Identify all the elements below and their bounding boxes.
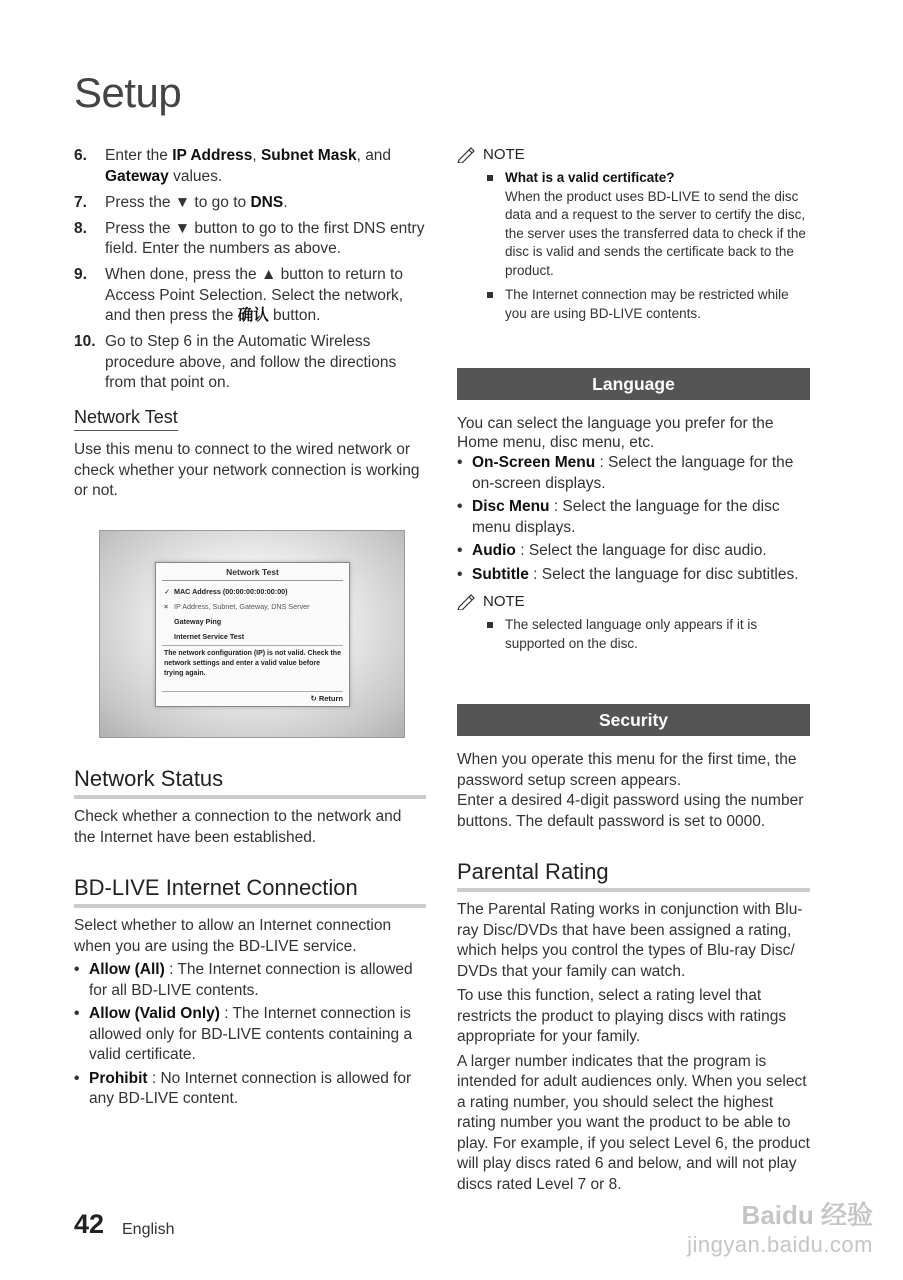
left-column <box>74 146 426 502</box>
dialog-item-label: Internet Service Test <box>174 632 245 641</box>
bdlive-title: BD-LIVE Internet Connection <box>74 875 426 908</box>
step-item <box>74 193 426 214</box>
bullet-icon: • <box>74 961 80 979</box>
dialog-item-label: IP Address, Subnet, Gateway, DNS Server <box>174 602 310 611</box>
bullet-term: Allow (Valid Only) <box>89 1005 220 1023</box>
note-list <box>457 169 810 323</box>
bullet-icon: • <box>74 1069 80 1087</box>
pencil-icon <box>457 147 477 163</box>
parental-title: Parental Rating <box>457 859 810 892</box>
note-label: NOTE <box>483 146 525 163</box>
bullet-item <box>457 565 810 586</box>
language-note-heading <box>457 593 810 610</box>
bullet-icon: • <box>457 498 463 515</box>
step-keyword: Subnet Mask <box>260 147 357 164</box>
bullet-icon: • <box>457 565 463 583</box>
bullet-term: Prohibit <box>89 1069 148 1087</box>
step-number: 7. <box>74 193 87 211</box>
bullet-item <box>457 541 810 562</box>
return-label: Return <box>318 694 343 703</box>
language-bar: Language <box>457 368 810 400</box>
note-text: The selected language only appears if it is supported on the disc. <box>505 617 758 651</box>
note-heading <box>457 146 810 163</box>
note-label: NOTE <box>483 593 525 610</box>
step-item <box>74 332 426 394</box>
step-list <box>74 146 426 394</box>
page-title: Setup <box>74 69 182 116</box>
parental-p3: A larger number indicates that the program is intended for adult audiences only. When you select a rating number, you should select the highest rating number you want the product to be able to play. For example, if you select Level 6, the product will play discs rated 6 and below, and will not play discs rated Level 7 or 8. <box>457 1052 810 1193</box>
network-test-screenshot <box>99 530 405 738</box>
bullet-item <box>74 960 426 1001</box>
network-status-section <box>74 766 426 848</box>
step-text: . <box>283 193 288 211</box>
bullet-desc: : The Internet connection is allowed only for BD-LIVE contents containing a valid certificate. <box>89 1005 413 1064</box>
step-text: button. <box>268 307 321 324</box>
bullet-item <box>74 1004 426 1066</box>
step-keyword: 确认 <box>237 307 269 324</box>
bdlive-section <box>74 875 426 1113</box>
bullet-item <box>457 497 810 538</box>
bullet-term: Subtitle <box>472 565 529 583</box>
parental-section <box>457 859 810 1195</box>
step-text: Press the ▼ to go to <box>105 193 251 211</box>
bullet-desc: : No Internet connection is allowed for any BD-LIVE content. <box>89 1069 412 1108</box>
dialog-item[interactable] <box>164 632 349 641</box>
bullet-desc: : Select the language for the on-screen displays. <box>472 454 794 492</box>
return-icon: ↻ <box>310 694 317 703</box>
watermark-url: jingyan.baidu.com <box>687 1232 873 1257</box>
step-number: 6. <box>74 147 87 164</box>
bdlive-options <box>74 960 426 1110</box>
parental-p2: To use this function, select a rating level that restricts the product to playing discs with ratings appropriate for your family. <box>457 987 787 1046</box>
bullet-desc: : Select the language for disc audio. <box>515 542 767 559</box>
note-question: What is a valid certificate? <box>505 170 675 185</box>
note-item <box>487 169 810 280</box>
cross-icon: × <box>164 602 169 611</box>
step-text: Press the ▼ button to go to the first DNS entry field. Enter the numbers as above. <box>105 219 425 257</box>
step-keyword: Gateway <box>105 167 169 185</box>
bullet-term: On-Screen Menu <box>472 454 596 471</box>
bullet-item <box>74 1069 426 1110</box>
step-text: When done, press the ▲ button to return to Access Point Selection. Select the network, and then press the <box>105 266 404 324</box>
network-test-body: Use this menu to connect to the wired network or check whether your network connection is working or not. <box>74 441 420 500</box>
note-text: The Internet connection may be restricted while you are using BD-LIVE contents. <box>505 287 789 321</box>
step-keyword: IP Address <box>172 147 253 164</box>
watermark-logo: Baidu 经验 <box>741 1200 873 1230</box>
step-number: 9. <box>74 266 87 283</box>
network-status-body: Check whether a connection to the network and the Internet have been established. <box>74 808 402 846</box>
network-test-title: Network Test <box>74 407 178 432</box>
network-test-dialog <box>155 562 350 707</box>
language-options <box>457 453 810 585</box>
security-bar: Security <box>457 704 810 736</box>
bdlive-intro: Select whether to allow an Internet connection when you are using the BD-LIVE service. <box>74 917 392 955</box>
note-item <box>487 616 810 653</box>
step-text: , and <box>356 147 392 164</box>
note-answer: When the product uses BD-LIVE to send the disc data and a request to the server to certify the disc, the server uses the transferred data to check if the disc is valid and sends the certificate back to the product. <box>505 188 806 278</box>
parental-p1: The Parental Rating works in conjunction with Blu-ray Disc/DVDs that have been assigned a rating, which helps you control the types of Blu-ray Disc/ DVDs that your family can watch. <box>457 901 803 980</box>
bullet-icon: • <box>457 542 463 559</box>
bullet-term: Audio <box>472 542 516 559</box>
security-p1: When you operate this menu for the first time, the password setup screen appears. <box>457 751 797 789</box>
step-item <box>74 219 426 260</box>
dialog-title: Network Test <box>226 567 279 577</box>
bullet-desc: : The Internet connection is allowed for all BD-LIVE contents. <box>89 961 413 999</box>
step-keyword: DNS <box>250 193 284 211</box>
return-button[interactable] <box>310 694 343 703</box>
dialog-item-label: Gateway Ping <box>174 617 222 626</box>
step-item <box>74 146 426 187</box>
bullet-term: Allow (All) <box>89 961 165 979</box>
watermark <box>687 1202 873 1256</box>
step-text: Go to Step 6 in the Automatic Wireless procedure above, and follow the directions from that point on. <box>105 333 397 391</box>
bullet-item <box>457 453 810 494</box>
step-number: 10. <box>74 333 96 350</box>
pencil-icon <box>457 594 477 610</box>
step-text: values. <box>168 167 223 185</box>
dialog-message: The network configuration (IP) is not valid. Check the network settings and enter a valid value before trying again. <box>164 650 341 677</box>
dialog-item[interactable] <box>164 587 349 596</box>
security-p2: Enter a desired 4-digit password using the number buttons. The default password is set to 0000. <box>457 792 804 830</box>
bullet-term: Disc Menu <box>472 498 550 515</box>
security-section <box>457 704 810 832</box>
language-intro: You can select the language you prefer for the Home menu, disc menu, etc. <box>457 415 774 451</box>
bullet-icon: • <box>74 1005 80 1023</box>
right-column <box>457 146 810 329</box>
network-test-section <box>74 407 426 502</box>
language-section <box>457 368 810 659</box>
language-note-list <box>457 616 810 653</box>
step-text: , <box>252 147 261 164</box>
bullet-desc: : Select the language for the disc menu displays. <box>472 498 780 536</box>
note-item <box>487 286 810 323</box>
dialog-item[interactable] <box>164 617 349 626</box>
check-icon: ✓ <box>164 587 171 596</box>
page-number: 42 <box>74 1209 105 1239</box>
step-number: 8. <box>74 219 87 237</box>
dialog-item-label: MAC Address (00:00:00:00:00:00) <box>174 587 288 596</box>
step-item <box>74 265 426 327</box>
bullet-icon: • <box>457 454 463 471</box>
page-language: English <box>122 1221 175 1238</box>
dialog-item[interactable] <box>164 602 349 611</box>
bullet-desc: : Select the language for disc subtitles. <box>528 565 799 583</box>
network-status-title: Network Status <box>74 766 426 799</box>
step-text: Enter the <box>105 147 173 164</box>
